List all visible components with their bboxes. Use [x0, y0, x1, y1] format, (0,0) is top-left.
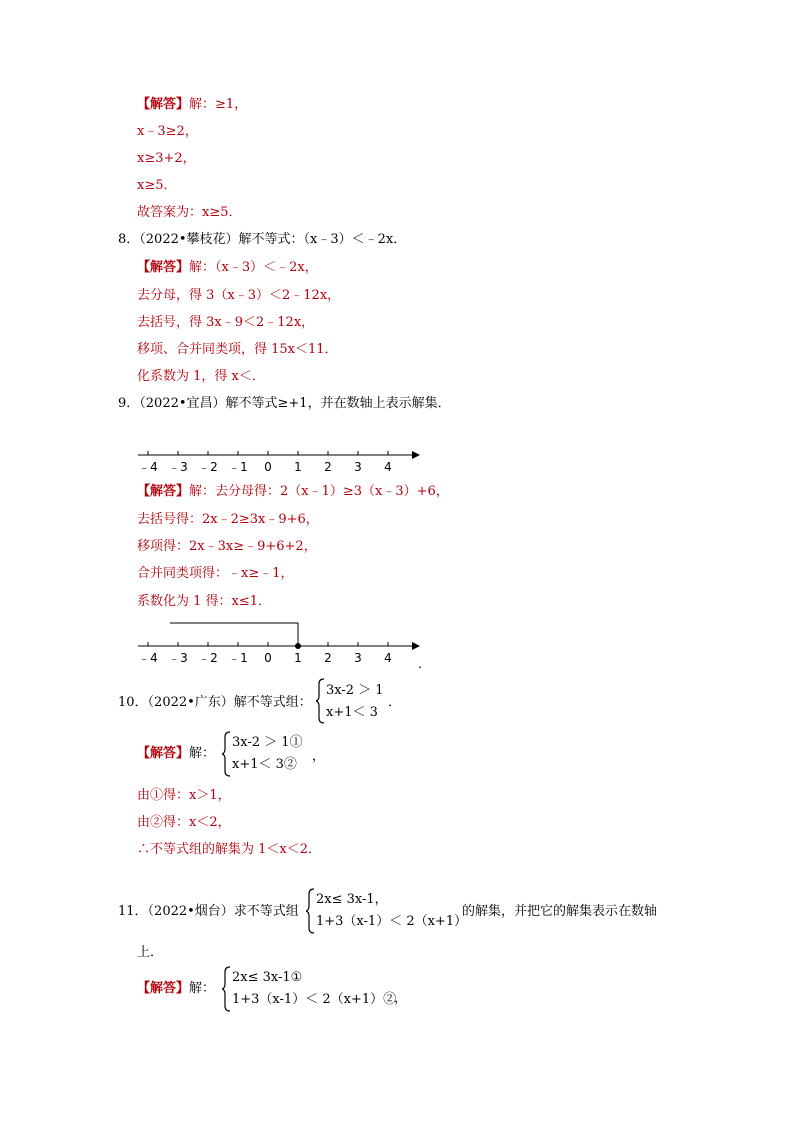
- answer-tag: 【解答】: [137, 746, 190, 761]
- brace-icon: [222, 731, 232, 777]
- q11-question-suffix: 的解集，并把它的解集表示在数轴: [462, 904, 658, 919]
- axis-arrow: [412, 642, 420, 650]
- number-line-solution: [130, 615, 430, 675]
- q10-question-suffix: ．: [388, 695, 402, 710]
- q10-conclusion: ∴不等式组的解集为 1＜x＜2．: [137, 842, 322, 857]
- q9-step: 解：去分母得：2（x﹣1）≥3（x﹣3）+6，: [189, 484, 449, 499]
- q7-step: x≥3+2，: [137, 151, 196, 166]
- q7-step: 解：≥1，: [189, 97, 248, 112]
- q10-step: 由①得：x＞1，: [137, 788, 231, 803]
- q9-trailing-period: ．: [418, 657, 432, 672]
- axis-tick-label: ﹣4: [138, 651, 158, 665]
- axis-tick-label: ﹣3: [168, 460, 188, 474]
- axis-tick-label: 4: [384, 460, 392, 474]
- axis-tick-label: ﹣4: [138, 460, 158, 474]
- q9-step: 系数化为 1 得：x≤1．: [137, 594, 272, 609]
- answer-tag: 【解答】: [137, 484, 190, 499]
- q10-system-line2: x+1＜ 3: [326, 705, 378, 720]
- q11-solution-prefix: [137, 980, 215, 998]
- q7-answer: 故答案为：x≥5．: [137, 205, 242, 220]
- q8-step: 化系数为 1，得 x＜．: [137, 369, 265, 384]
- q11-question-prefix: 11．（2022•烟台）求不等式组: [118, 904, 299, 919]
- brace-icon: [316, 678, 326, 724]
- axis-tick-label: 0: [264, 651, 272, 665]
- q11-sol-suffix: ，: [394, 991, 408, 1006]
- q7-step: x﹣3≥2，: [137, 124, 198, 139]
- axis-ticks: [138, 642, 392, 665]
- q9-solution-line1: [137, 483, 449, 501]
- q9-step: 移项得：2x﹣3x≥﹣9+6+2，: [137, 539, 317, 554]
- q10-sol-prefix: 解：: [189, 746, 216, 761]
- q10-sol-line1: 3x-2 ＞ 1①: [232, 735, 303, 750]
- number-line-empty: [130, 440, 430, 480]
- q10-sol-suffix: ，: [312, 749, 326, 764]
- axis-tick-label: ﹣1: [228, 460, 248, 474]
- answer-tag: 【解答】: [137, 260, 190, 275]
- q10-solution-system: [232, 732, 303, 776]
- q11-sol-prefix: 解：: [189, 981, 216, 996]
- q11-solution-system: [232, 967, 396, 1011]
- q11-question-line2: 上．: [137, 945, 164, 960]
- q8-step: 移项、合并同类项，得 15x＜11．: [137, 342, 338, 357]
- q10-sol-line2: x+1＜ 3②: [232, 757, 297, 772]
- q10-solution-prefix: [137, 745, 215, 763]
- axis-tick-label: ﹣2: [198, 651, 218, 665]
- axis-tick-label: 1: [294, 460, 302, 474]
- axis-tick-label: 1: [294, 651, 302, 665]
- q10-system-line1: 3x-2 ＞ 1: [326, 683, 384, 698]
- q10-question-prefix: 10．（2022•广东）解不等式组：: [118, 695, 312, 710]
- axis-tick-label: ﹣3: [168, 651, 188, 665]
- q9-step: 合并同类项得：﹣x≥﹣1，: [137, 566, 294, 581]
- q11-system: [316, 889, 467, 933]
- q11-system-line1: 2x≤ 3x-1，: [316, 892, 388, 907]
- axis-tick-label: 0: [264, 460, 272, 474]
- q8-question: 8．（2022•攀枝花）解不等式：（x﹣3）＜﹣2x．: [118, 232, 407, 247]
- axis-ticks: [138, 451, 392, 474]
- axis-tick-label: 2: [324, 651, 332, 665]
- axis-arrow: [412, 451, 420, 459]
- q9-question: 9．（2022•宜昌）解不等式≥+1，并在数轴上表示解集．: [118, 396, 451, 411]
- q11-system-line2: 1+3（x-1）＜ 2（x+1）: [316, 914, 468, 929]
- axis-tick-label: 2: [324, 460, 332, 474]
- axis-tick-label: 4: [384, 651, 392, 665]
- q8-step: 去括号，得 3x﹣9＜2﹣12x，: [137, 315, 315, 330]
- q8-step: 解：（x﹣3）＜﹣2x，: [189, 260, 318, 275]
- q10-system: [326, 680, 384, 724]
- axis-tick-label: ﹣2: [198, 460, 218, 474]
- q11-sol-line1: 2x≤ 3x-1①: [232, 970, 303, 985]
- axis-tick-label: 3: [354, 651, 362, 665]
- q8-step: 去分母，得 3（x﹣3）＜2﹣12x，: [137, 288, 341, 303]
- answer-tag: 【解答】: [137, 97, 190, 112]
- q7-solution-line1: [137, 96, 247, 114]
- brace-icon: [306, 888, 316, 934]
- q10-step: 由②得：x＜2，: [137, 815, 231, 830]
- axis-tick-label: 3: [354, 460, 362, 474]
- answer-tag: 【解答】: [137, 981, 190, 996]
- brace-icon: [222, 966, 232, 1012]
- q9-step: 去括号得：2x﹣2≥3x﹣9+6，: [137, 512, 319, 527]
- q7-step: x≥5．: [137, 178, 177, 193]
- q11-sol-line2: 1+3（x-1）＜ 2（x+1）②: [232, 992, 397, 1007]
- solution-ray: [170, 623, 298, 646]
- q8-solution-line1: [137, 259, 318, 277]
- axis-tick-label: ﹣1: [228, 651, 248, 665]
